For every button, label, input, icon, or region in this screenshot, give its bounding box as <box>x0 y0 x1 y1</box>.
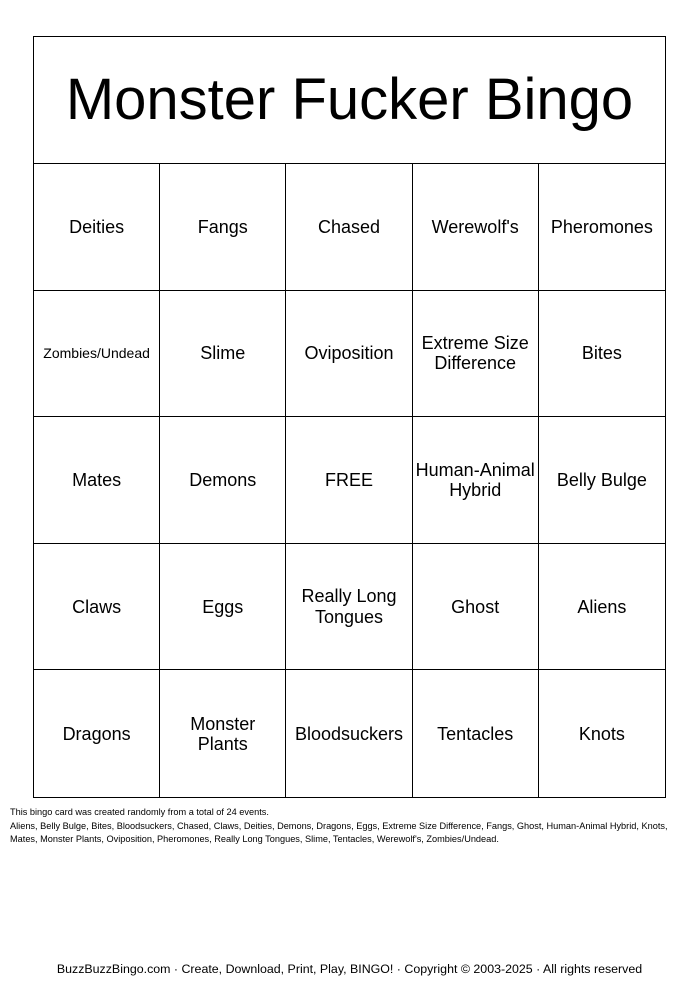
bingo-cell: Fangs <box>160 164 286 291</box>
card-title: Monster Fucker Bingo <box>65 67 634 132</box>
bingo-cell: Slime <box>160 291 286 418</box>
bingo-cell: Belly Bulge <box>539 417 665 544</box>
card-info <box>10 806 690 847</box>
bingo-cell: Claws <box>34 544 160 671</box>
bingo-cell: Bloodsuckers <box>286 670 412 797</box>
bingo-cell: Demons <box>160 417 286 544</box>
free-space-cell: FREE <box>286 417 412 544</box>
bingo-cell: Tentacles <box>413 670 539 797</box>
bingo-cell: Oviposition <box>286 291 412 418</box>
bingo-cell: Eggs <box>160 544 286 671</box>
bingo-cell: Ghost <box>413 544 539 671</box>
bingo-cell: Monster Plants <box>160 670 286 797</box>
bingo-cell: Bites <box>539 291 665 418</box>
bingo-cell: Deities <box>34 164 160 291</box>
bingo-cell: Mates <box>34 417 160 544</box>
bingo-cell: Chased <box>286 164 412 291</box>
bingo-grid <box>34 164 665 797</box>
bingo-cell: Really Long Tongues <box>286 544 412 671</box>
bingo-cell: Zombies/Undead <box>34 291 160 418</box>
site-footer: BuzzBuzzBingo.com · Create, Download, Print, Play, BINGO! · Copyright © 2003-2025 · All rights reserved <box>56 962 643 976</box>
bingo-cell: Extreme Size Difference <box>413 291 539 418</box>
info-summary: This bingo card was created randomly from a total of 24 events. <box>10 807 269 817</box>
bingo-cell: Pheromones <box>539 164 665 291</box>
bingo-card <box>33 36 666 798</box>
bingo-cell: Werewolf's <box>413 164 539 291</box>
info-events-list: Aliens, Belly Bulge, Bites, Bloodsuckers, Chased, Claws, Deities, Demons, Dragons, Eggs, Extreme Size Difference, Fangs, Ghost, Human-Animal Hybrid, Knots, Mates, Monster Plants, Oviposition, Pheromones, Really Long Tongues, Slime, Tentacles, Werewolf's, Zombies/Undead. <box>10 820 668 844</box>
bingo-cell: Human-Animal Hybrid <box>413 417 539 544</box>
bingo-cell: Dragons <box>34 670 160 797</box>
bingo-cell: Knots <box>578 723 625 744</box>
title-row <box>34 37 665 164</box>
bingo-cell: Aliens <box>539 544 665 671</box>
